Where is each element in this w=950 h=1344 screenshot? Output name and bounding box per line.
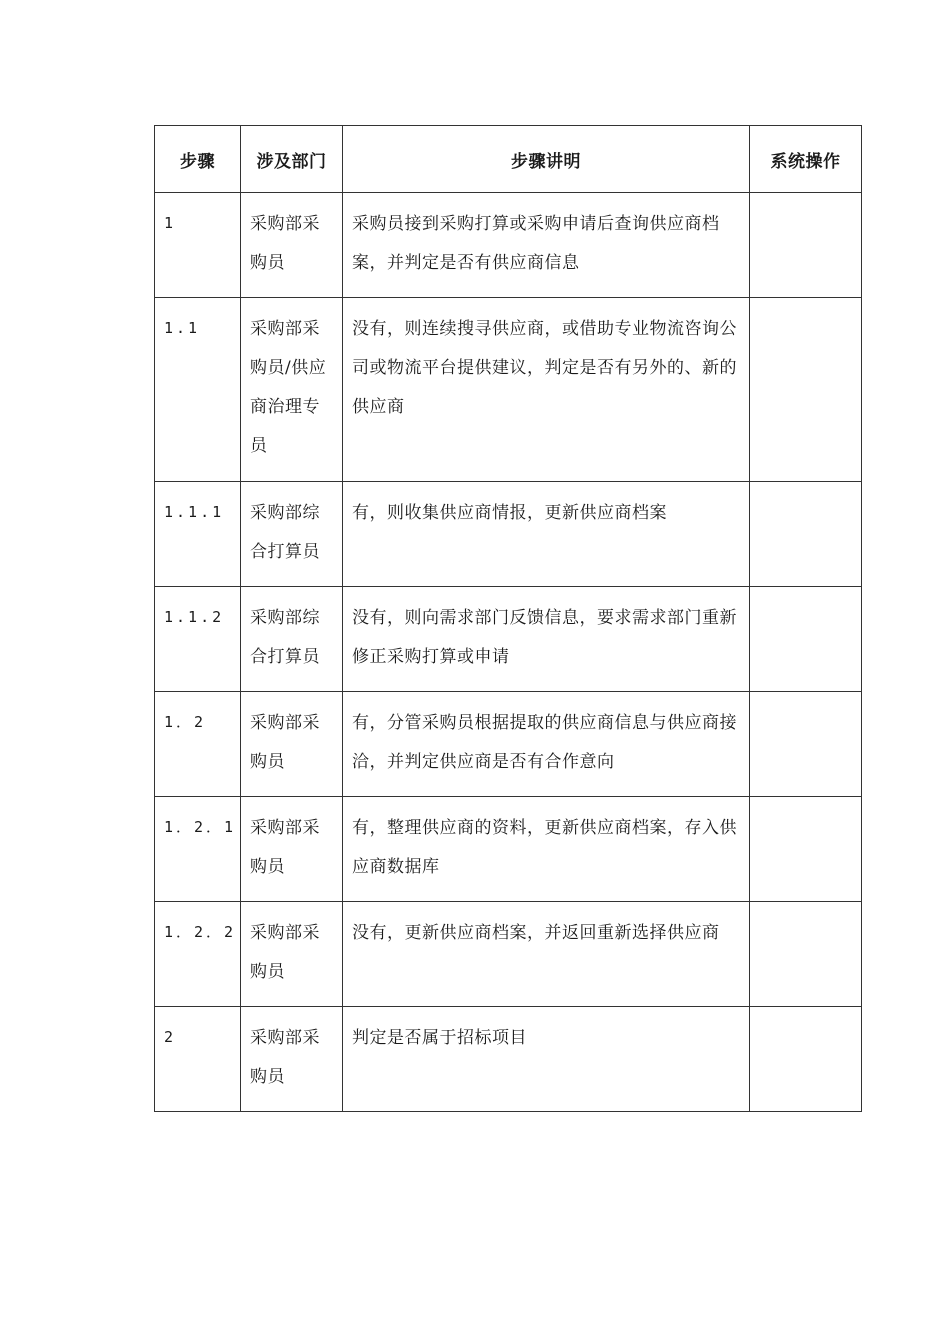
- step-cell: [155, 482, 241, 587]
- dept-text: 采购部采购员: [250, 1028, 320, 1087]
- desc-cell: [343, 193, 750, 298]
- dept-cell: [241, 193, 343, 298]
- step-number: 1．2．2: [164, 923, 237, 941]
- system-cell: [750, 193, 862, 298]
- system-text: [750, 298, 861, 310]
- desc-text: 没有，则连续搜寻供应商，或借助专业物流咨询公司或物流平台提供建议，判定是否有另外的、新的供应商: [352, 319, 737, 417]
- system-text: [750, 587, 861, 599]
- dept-text: 采购部综合打算员: [250, 503, 320, 562]
- desc-cell: [343, 692, 750, 797]
- dept-cell: [241, 692, 343, 797]
- dept-text: 采购部采购员: [250, 713, 320, 772]
- desc-text: 有，则收集供应商情报，更新供应商档案: [352, 503, 667, 523]
- dept-text: 采购部综合打算员: [250, 608, 320, 667]
- system-cell: [750, 902, 862, 1007]
- desc-cell: [343, 902, 750, 1007]
- system-cell: [750, 797, 862, 902]
- desc-text: 没有，更新供应商档案，并返回重新选择供应商: [352, 923, 720, 943]
- dept-text: 采购部采购员: [250, 923, 320, 982]
- desc-text: 判定是否属于招标项目: [352, 1028, 527, 1048]
- dept-cell: [241, 482, 343, 587]
- step-number: 2: [164, 1028, 177, 1046]
- header-step: 步骤: [155, 126, 241, 193]
- desc-cell: [343, 587, 750, 692]
- step-number: 1.1.2: [164, 608, 225, 626]
- table-row: [155, 587, 862, 692]
- table-row: [155, 692, 862, 797]
- system-text: [750, 482, 861, 494]
- table-row: [155, 482, 862, 587]
- desc-cell: [343, 298, 750, 482]
- table-row: [155, 1007, 862, 1112]
- desc-cell: [343, 797, 750, 902]
- table-row: [155, 797, 862, 902]
- table-row: [155, 902, 862, 1007]
- desc-text: 采购员接到采购打算或采购申请后查询供应商档案，并判定是否有供应商信息: [352, 214, 720, 273]
- system-text: [750, 797, 861, 809]
- step-number: 1．2．1: [164, 818, 237, 836]
- table-row: [155, 193, 862, 298]
- dept-text: 采购部采购员: [250, 214, 320, 273]
- system-text: [750, 1007, 861, 1019]
- system-cell: [750, 1007, 862, 1112]
- dept-cell: [241, 587, 343, 692]
- header-desc: 步骤讲明: [343, 126, 750, 193]
- step-cell: [155, 902, 241, 1007]
- header-row: [155, 126, 862, 193]
- step-cell: [155, 298, 241, 482]
- header-dept: 涉及部门: [241, 126, 343, 193]
- desc-text: 没有，则向需求部门反馈信息，要求需求部门重新修正采购打算或申请: [352, 608, 737, 667]
- step-cell: [155, 692, 241, 797]
- system-text: [750, 692, 861, 704]
- step-cell: [155, 1007, 241, 1112]
- system-cell: [750, 482, 862, 587]
- desc-cell: [343, 1007, 750, 1112]
- dept-text: 采购部采购员: [250, 818, 320, 877]
- system-text: [750, 902, 861, 914]
- desc-text: 有，整理供应商的资料，更新供应商档案，存入供应商数据库: [352, 818, 737, 877]
- system-cell: [750, 692, 862, 797]
- system-text: [750, 193, 861, 205]
- step-cell: [155, 587, 241, 692]
- system-cell: [750, 298, 862, 482]
- step-number: 1: [164, 214, 177, 232]
- dept-cell: [241, 797, 343, 902]
- dept-cell: [241, 298, 343, 482]
- dept-text: 采购部采购员/供应商治理专员: [250, 319, 327, 456]
- step-cell: [155, 193, 241, 298]
- procedure-table: [154, 125, 862, 1112]
- desc-cell: [343, 482, 750, 587]
- desc-text: 有，分管采购员根据提取的供应商信息与供应商接洽，并判定供应商是否有合作意向: [352, 713, 737, 772]
- step-number: 1.1.1: [164, 503, 225, 521]
- system-cell: [750, 587, 862, 692]
- dept-cell: [241, 1007, 343, 1112]
- header-system: 系统操作: [750, 126, 862, 193]
- step-number: 1.1: [164, 319, 201, 337]
- dept-cell: [241, 902, 343, 1007]
- table-row: [155, 298, 862, 482]
- step-cell: [155, 797, 241, 902]
- step-number: 1．2: [164, 713, 207, 731]
